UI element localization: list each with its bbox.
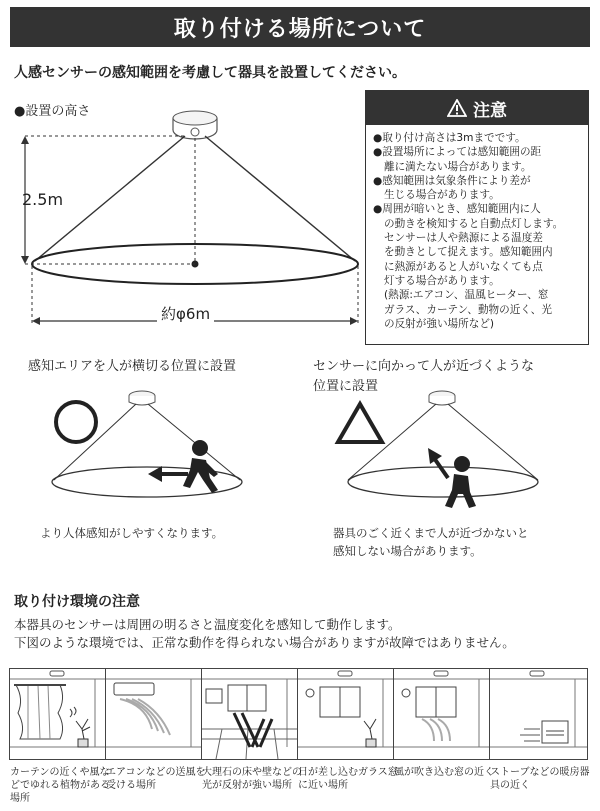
environment-box-heater bbox=[489, 668, 588, 760]
fair-placement-diagram bbox=[330, 382, 560, 512]
fair-placement-caption-line1: 器具のごく近くまで人が近づかないと bbox=[333, 526, 529, 540]
height-value: 2.5m bbox=[22, 190, 64, 209]
environment-caption-reflection: 大理石の床や壁などの光が反射が強い場所 bbox=[202, 767, 302, 791]
curtain-plant-icon bbox=[10, 669, 107, 759]
environment-box-reflection bbox=[201, 668, 300, 760]
environment-caption-wind-window: 風が吹き込む窓の近く bbox=[394, 767, 494, 778]
good-placement-heading: 感知エリアを人が横切る位置に設置 bbox=[28, 359, 237, 374]
caution-line: ●設置場所によっては感知範囲の距 bbox=[373, 146, 542, 159]
environment-box-curtain bbox=[9, 668, 108, 760]
headline: 人感センサーの感知範囲を考慮して器具を設置してください。 bbox=[14, 65, 406, 81]
caution-line: (熱源:エアコン、温風ヒーター、窓 bbox=[384, 289, 549, 302]
wind-window-icon bbox=[394, 669, 491, 759]
circle-mark-icon bbox=[56, 402, 96, 442]
warning-icon bbox=[447, 99, 467, 117]
caution-line: を動きとして捉えます。感知範囲内 bbox=[384, 246, 553, 259]
caution-line: に熱源があると人がいなくても点 bbox=[384, 260, 543, 273]
environment-caption-curtain: カーテンの近くや風などでゆれる植物がある場所 bbox=[10, 767, 110, 804]
environment-caption-sunlit-window: 日が差し込むガラス窓に近い場所 bbox=[298, 767, 398, 791]
caution-line: の動きを検知すると自動点灯します。 bbox=[384, 217, 564, 230]
environment-caption-heater: ストーブなどの暖房器具の近く bbox=[490, 767, 590, 791]
environment-box-aircon bbox=[105, 668, 204, 760]
diameter-value: 約φ6m bbox=[157, 303, 214, 324]
caution-line: ガラス、カーテン、動物の近く、光 bbox=[384, 303, 552, 316]
environment-text-line2: 下図のような環境では、正常な動作を得られない場合がありますが故障ではありません。 bbox=[14, 635, 515, 650]
caution-line: ●取り付け高さは3mまでです。 bbox=[373, 132, 526, 144]
walking-person-icon bbox=[183, 440, 218, 493]
environment-heading: 取り付け環境の注意 bbox=[14, 594, 140, 610]
caution-header bbox=[366, 91, 588, 125]
triangle-mark-icon bbox=[338, 404, 382, 442]
caution-line: センサーは人や熱源による温度差 bbox=[384, 232, 543, 245]
good-placement-diagram bbox=[40, 382, 270, 512]
fair-placement-heading-line1: センサーに向かって人が近づくような bbox=[313, 359, 535, 374]
environment-box-wind-window bbox=[393, 668, 492, 760]
air-conditioner-icon bbox=[106, 669, 203, 759]
sensor-range-diagram bbox=[10, 96, 360, 336]
caution-line: 生じる場合があります。 bbox=[384, 189, 500, 202]
fair-placement-caption-line2: 感知しない場合があります。 bbox=[333, 544, 482, 558]
install-height-label: ●設置の高さ bbox=[14, 104, 91, 119]
environment-box-sunlit-window bbox=[297, 668, 396, 760]
approaching-person-icon bbox=[445, 456, 476, 508]
caution-body bbox=[366, 125, 588, 331]
caution-line: ●感知範囲は気象条件により差が bbox=[373, 174, 531, 187]
caution-heading: 注意 bbox=[473, 100, 507, 121]
sunlit-window-icon bbox=[298, 669, 395, 759]
environment-caption-aircon: エアコンなどの送風を受ける場所 bbox=[106, 767, 206, 791]
reflection-icon bbox=[202, 669, 299, 759]
caution-box bbox=[365, 90, 589, 345]
caution-line: ●周囲が暗いとき、感知範囲内に人 bbox=[373, 203, 541, 216]
page-title: 取り付ける場所について bbox=[10, 7, 590, 47]
caution-line: の反射が強い場所など) bbox=[384, 317, 495, 330]
caution-line: 灯する場合があります。 bbox=[384, 274, 500, 287]
good-placement-caption: より人体感知がしやすくなります。 bbox=[40, 526, 224, 540]
caution-line: 離に満たない場合があります。 bbox=[384, 160, 532, 173]
environment-text-line1: 本器具のセンサーは周囲の明るさと温度変化を感知して動作します。 bbox=[14, 617, 401, 632]
fair-placement-heading-line2: 位置に設置 bbox=[313, 379, 379, 394]
heater-icon bbox=[490, 669, 587, 759]
